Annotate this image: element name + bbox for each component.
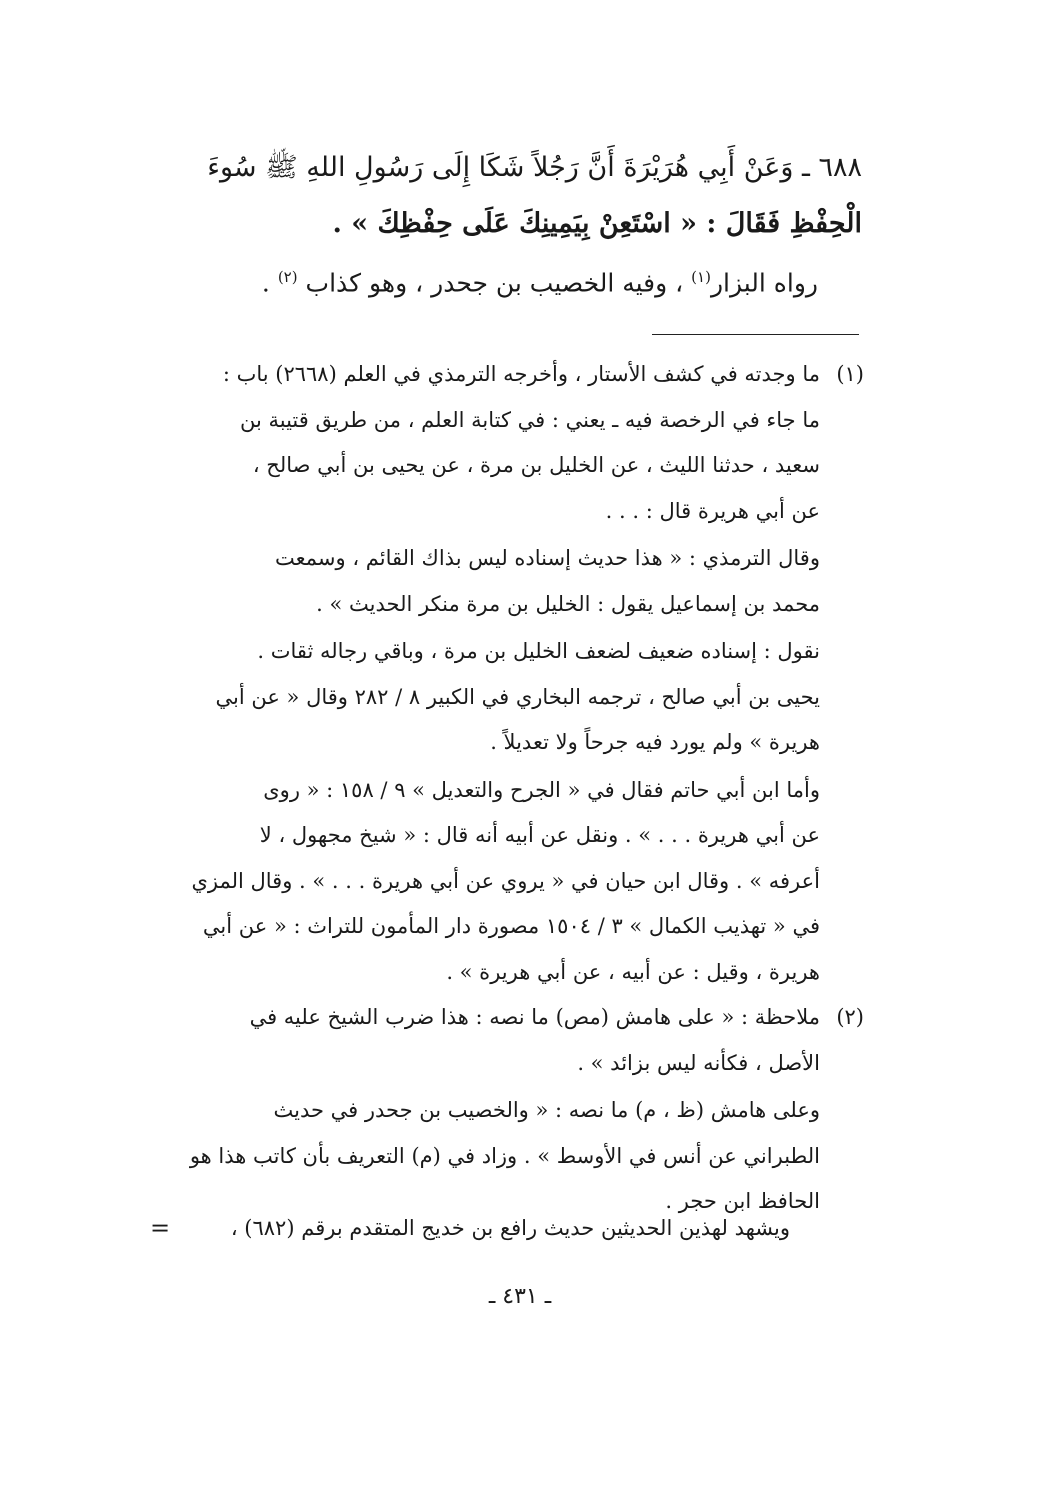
source-text-start: رواه البزار <box>710 268 818 298</box>
hadith-line-2: الْحِفْظِ فَقَالَ : « اسْتَعِنْ بِيَمِينِكَ عَلَى حِفْظِكَ » . <box>332 208 862 239</box>
footnote-line: أعرفه » . وقال ابن حيان في « يروي عن أبي هريرة . . . » . وقال المزي <box>191 868 820 893</box>
footnote-line: وقال الترمذي : « هذا حديث إسناده ليس بذاك القائم ، وسمعت <box>275 546 820 570</box>
footnote-1-paragraph-1 <box>188 352 820 534</box>
footnote-line: محمد بن إسماعيل يقول : الخليل بن مرة منكر الحديث » . <box>316 591 820 616</box>
footnote-line: وعلى هامش (ظ ، م) ما نصه : « والخصيب بن جحدر في حديث <box>273 1098 820 1122</box>
footnote-line: ما جاء في الرخصة فيه ـ يعني : في كتابة العلم ، من طريق قتيبة بن <box>239 407 820 432</box>
footnote-continuation <box>150 1208 790 1248</box>
continuation-mark: = <box>150 1214 171 1242</box>
footnote-line: الحافظ ابن حجر . <box>665 1189 820 1213</box>
footnote-1 <box>188 352 864 995</box>
hadith-source <box>178 255 818 305</box>
footnote-1-paragraph-3 <box>188 629 820 766</box>
hadith-text <box>178 140 862 252</box>
footnote-line: نقول : إسناده ضعيف لضعف الخليل بن مرة ، وباقي رجاله ثقات . <box>257 639 820 663</box>
footnote-line: عن أبي هريرة قال : . . . <box>605 498 820 523</box>
source-text-end: . <box>261 268 278 298</box>
footnote-divider <box>652 334 859 335</box>
footnote-2 <box>188 995 864 1225</box>
footnote-line: يحيى بن أبي صالح ، ترجمه البخاري في الكبير ٨ / ٢٨٢ وقال « عن أبي <box>215 684 820 709</box>
continuation-text: ويشهد لهذين الحديثين حديث رافع بن خديج المتقدم برقم (٦٨٢) ، <box>230 1216 790 1240</box>
footnote-2-mark: (٢) <box>836 1005 864 1029</box>
footnote-line: وأما ابن أبي حاتم فقال في « الجرح والتعديل » ٩ / ١٥٨ : « روى <box>263 777 820 802</box>
footnotes <box>188 352 864 1225</box>
footnote-line: هريرة » ولم يورد فيه جرحاً ولا تعديلاً . <box>490 730 820 754</box>
footnote-line: ما وجدته في كشف الأستار ، وأخرجه الترمذي في العلم (٢٦٦٨) باب : <box>222 362 820 386</box>
footnote-line: ملاحظة : « على هامش (مص) ما نصه : هذا ضرب الشيخ عليه في <box>249 1005 820 1029</box>
hadith-line-1: ٦٨٨ ـ وَعَنْ أَبِي هُرَيْرَةَ أَنَّ رَجُلاً شَكَا إِلَى رَسُولِ اللهِ ﷺ سُوءَ <box>207 152 862 183</box>
footnote-ref-1: (١) <box>691 268 711 286</box>
footnote-2-paragraph-1 <box>188 995 820 1086</box>
footnote-line: هريرة ، وقيل : عن أبيه ، عن أبي هريرة » . <box>446 959 820 984</box>
footnote-1-paragraph-4 <box>188 768 820 996</box>
footnote-line: الأصل ، فكأنه ليس بزائد » . <box>577 1050 820 1075</box>
page-number: ـ ٤٣١ ـ <box>488 1284 552 1309</box>
footnote-2-paragraph-2 <box>188 1088 820 1225</box>
source-text-middle: ، وفيه الخصيب بن جحدر ، وهو كذاب <box>297 268 692 298</box>
footnote-ref-2: (٢) <box>277 268 298 286</box>
footnote-1-mark: (١) <box>836 362 864 386</box>
footnote-line: الطبراني عن أنس في الأوسط » . وزاد في (م) التعريف بأن كاتب هذا هو <box>189 1143 820 1168</box>
footnote-line: في « تهذيب الكمال » ٣ / ١٥٠٤ مصورة دار المأمون للتراث : « عن أبي <box>202 914 820 938</box>
footnote-1-paragraph-2 <box>188 536 820 627</box>
footnote-line: سعيد ، حدثنا الليث ، عن الخليل بن مرة ، عن يحيى بن أبي صالح ، <box>252 453 820 477</box>
footnote-line: عن أبي هريرة . . . » . ونقل عن أبيه أنه قال : « شيخ مجهول ، لا <box>259 823 820 847</box>
